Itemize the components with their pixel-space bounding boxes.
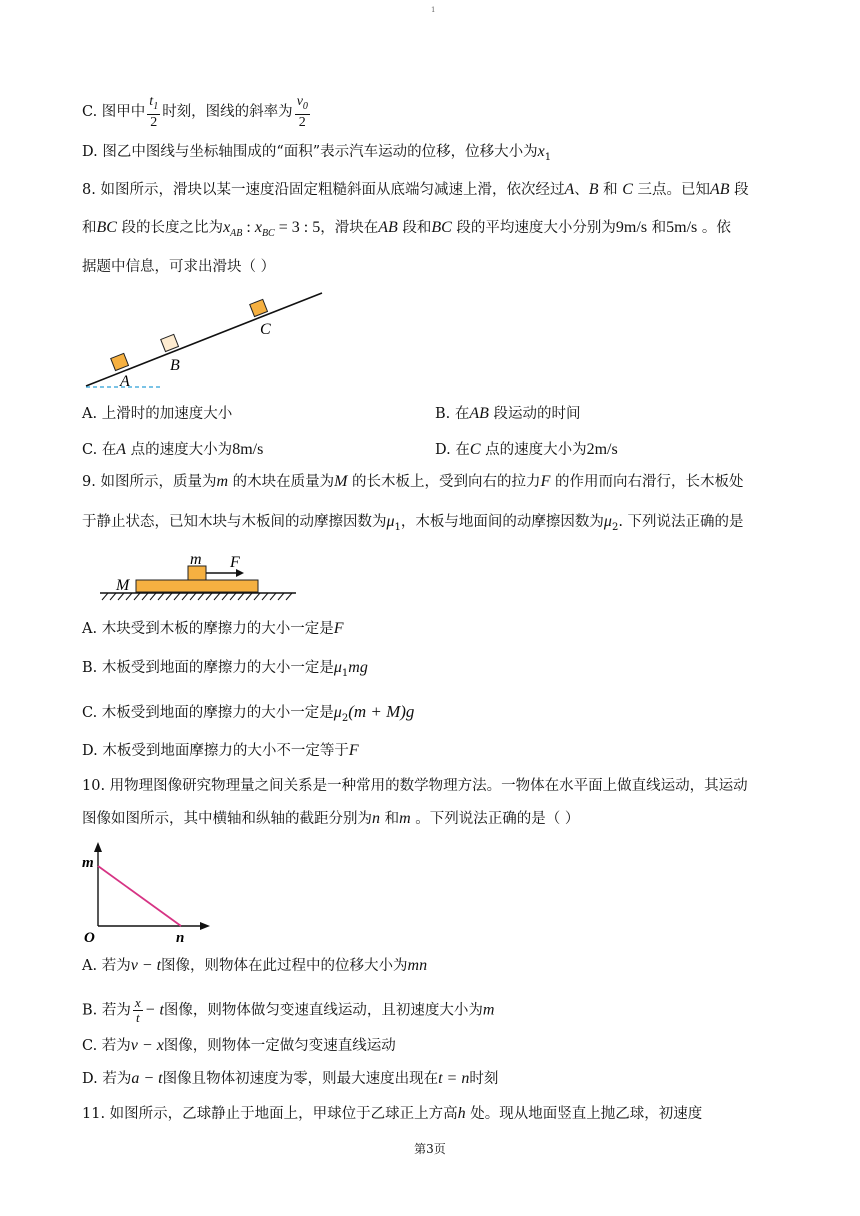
q8-option-a: A. 上滑时的加速度大小 — [82, 406, 233, 422]
q8-option-b: B. 在AB 段运动的时间 — [435, 405, 581, 422]
label-a: A — [120, 373, 130, 390]
q7-option-c: C. 图甲中 $\frac{t_1}{2}$ 时刻，图线的斜率为 $\frac{v_0}{2}$ — [82, 94, 308, 130]
label-f: F — [230, 554, 240, 571]
fraction-v0-over-2: $\frac{v_0}{2}$ — [296, 94, 308, 130]
q10-option-a: A. 若为v − t图像，则物体在此过程中的位移大小为mn — [82, 957, 428, 974]
label-big-m: M — [116, 577, 130, 594]
header-mark: 1 — [431, 6, 436, 14]
block-at-a — [111, 353, 129, 370]
incline-figure — [82, 288, 332, 394]
q9-stem-line2: 于静止状态，已知木块与木板间的动摩擦因数为$\mu_1$，木板与地面间的动摩擦因数为$\mu_2$. 下列说法正确的是 — [82, 513, 744, 533]
q9-option-d: D. 木板受到地面摩擦力的大小不一定等于F — [82, 742, 359, 759]
label-origin: O — [84, 930, 95, 946]
q11-stem-line1: 11. 如图所示，乙球静止于地面上，甲球位于乙球正上方高h 处。现从地面竖直上抛乙球，初速度 — [82, 1105, 703, 1122]
q7-option-d: D. 图乙中图线与坐标轴围成的“面积”表示汽车运动的位移，位移大小为$x_1$ — [82, 143, 552, 163]
q10-option-b: B. 若为 $\frac{x}{t}$ − t图像，则物体做匀变速直线运动，且初速度大小为m — [82, 995, 495, 1025]
block-at-b — [161, 334, 179, 351]
q8-option-d: D. 在C 点的速度大小为2m/s — [435, 441, 618, 458]
block-at-c — [250, 299, 268, 316]
q9-option-b: B. 木板受到地面的摩擦力的大小一定是$\mu_1mg$ — [82, 659, 368, 679]
q9-option-c: C. 木板受到地面的摩擦力的大小一定是$\mu_2(m + M)g$ — [82, 702, 415, 724]
graph-line — [98, 866, 181, 926]
block-board-figure — [96, 550, 302, 606]
label-n-intercept: n — [176, 930, 185, 946]
label-c: C — [260, 321, 271, 338]
small-block — [188, 566, 206, 580]
q8-stem-line3: 据题中信息，可求出滑块（ ） — [82, 259, 276, 275]
q10-option-c: C. 若为v − x图像，则物体一定做匀变速直线运动 — [82, 1037, 396, 1054]
q8-option-c: C. 在A 点的速度大小为8m/s — [82, 441, 264, 458]
q10-stem-line1: 10. 用物理图像研究物理量之间关系是一种常用的数学物理方法。一物体在水平面上做直线运动，其运动 — [82, 778, 748, 794]
q10-option-d: D. 若为a − t图像且物体初速度为零，则最大速度出现在t = n时刻 — [82, 1070, 499, 1087]
long-board — [136, 580, 258, 592]
q10-stem-line2: 图像如图所示，其中横轴和纵轴的截距分别为n 和m 。下列说法正确的是（ ） — [82, 810, 580, 827]
intercept-graph — [80, 842, 216, 946]
q9-option-a: A. 木块受到木板的摩擦力的大小一定是F — [82, 620, 344, 637]
q8-stem-line1: 8. 如图所示，滑块以某一速度沿固定粗糙斜面从底端匀减速上滑，依次经过A、B 和 C 三点。已知AB 段 — [82, 181, 749, 198]
page-footer: 第3页 — [414, 1142, 446, 1156]
label-b: B — [170, 357, 180, 374]
label-m: m — [190, 551, 202, 568]
label-m-intercept: m — [82, 855, 94, 871]
q8-stem-line2: 和BC 段的长度之比为$x_{AB}$ : $x_{BC} = 3$ : 5，滑块在AB 段和BC 段的平均速度大小分别为9m/s 和5m/s 。依 — [82, 219, 731, 239]
fraction-t1-over-2: $\frac{t_1}{2}$ — [149, 94, 159, 130]
fraction-x-over-t: $\frac{x}{t}$ — [134, 995, 141, 1025]
q9-stem-line1: 9. 如图所示，质量为m 的木块在质量为M 的长木板上，受到向右的拉力F 的作用而向右滑行，长木板处 — [82, 473, 744, 490]
